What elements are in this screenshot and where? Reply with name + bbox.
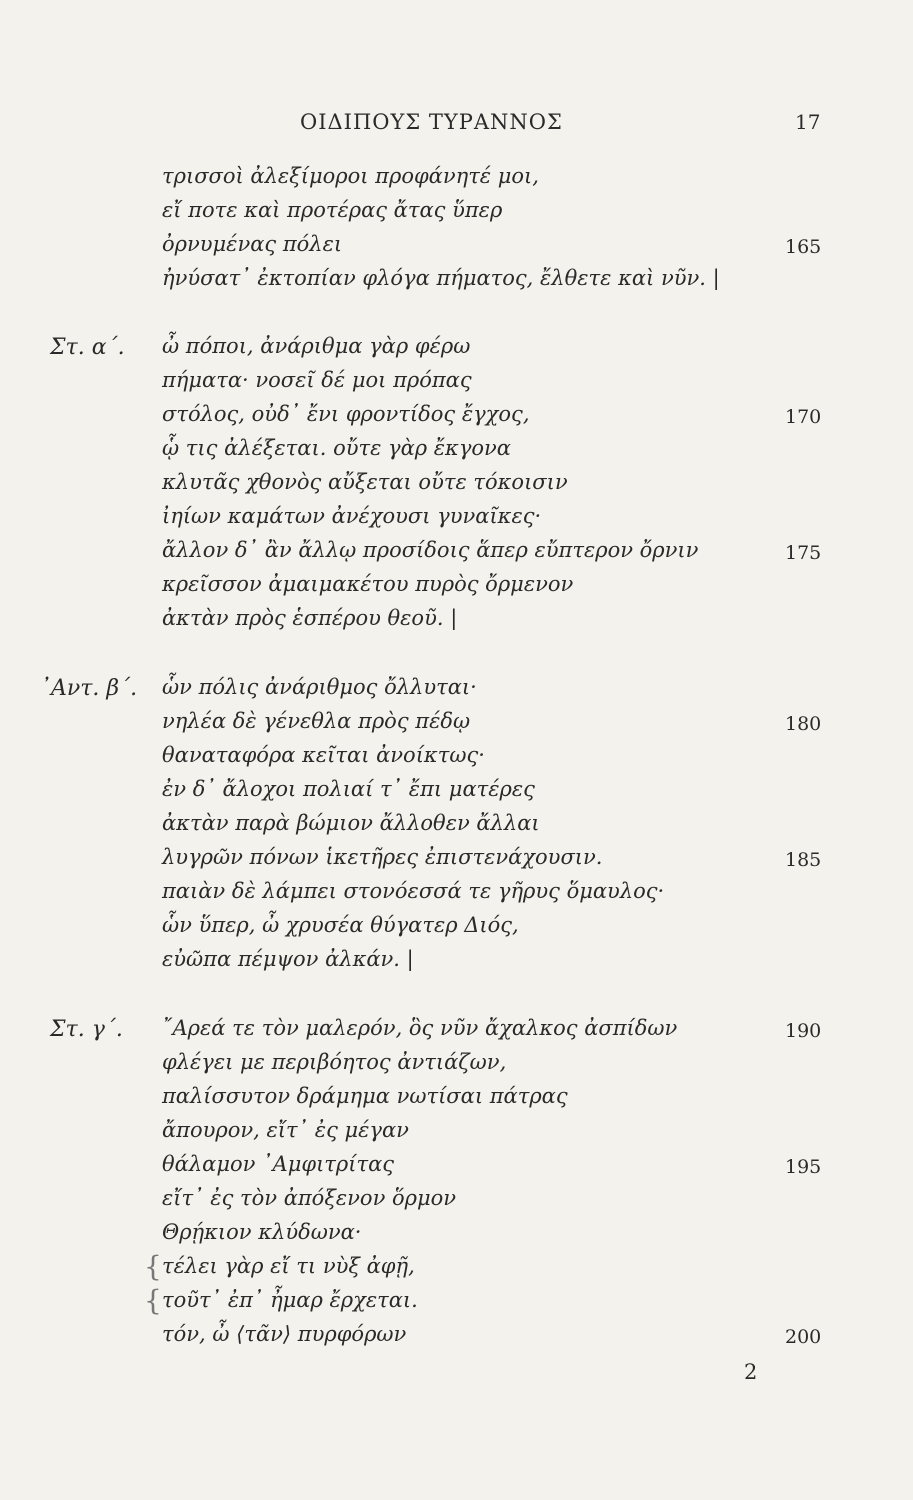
verse-line: παιὰν δὲ λάμπει στονόεσσά τε γῆρυς ὅμαυλος· bbox=[162, 879, 665, 903]
verse-line: παλίσσυτον δράμημα νωτίσαι πάτρας bbox=[162, 1084, 568, 1108]
line-number: 200 bbox=[785, 1326, 822, 1348]
strophe-label: Στ. γ΄. bbox=[50, 1017, 123, 1042]
verse-line: ἠνύσατ᾿ ἐκτοπίαν φλόγα πήματος, ἔλθετε καὶ νῦν. | bbox=[162, 266, 720, 290]
verse-line: φλέγει με περιβόητος ἀντιάζων, bbox=[162, 1050, 507, 1074]
verse-line: ἀκτὰν πρὸς ἑσπέρου θεοῦ. | bbox=[162, 606, 458, 630]
verse-line: εὐῶπα πέμψον ἀλκάν. | bbox=[162, 947, 414, 971]
verse-line: ἰηίων καμάτων ἀνέχουσι γυναῖκες· bbox=[162, 504, 542, 528]
page-number: 17 bbox=[795, 110, 821, 134]
verse-line: ὦ πόποι, ἀνάριθμα γὰρ φέρω bbox=[162, 334, 471, 358]
signature-mark: 2 bbox=[744, 1360, 758, 1384]
brace-mark: { bbox=[144, 1250, 162, 1283]
verse-line: πήματα· νοσεῖ δέ μοι πρόπας bbox=[162, 368, 472, 392]
running-title: ΟΙΔΙΠΟΥΣ ΤΥΡΑΝΝΟΣ bbox=[300, 110, 563, 134]
verse-line: τρισσοὶ ἀλεξίμοροι προφάνητέ μοι, bbox=[162, 164, 539, 188]
verse-line: νηλέα δὲ γένεθλα πρὸς πέδῳ bbox=[162, 709, 471, 733]
verse-line: εἴ ποτε καὶ προτέρας ἄτας ὕπερ bbox=[162, 198, 503, 222]
verse-line: λυγρῶν πόνων ἱκετῆρες ἐπιστενάχουσιν. bbox=[162, 845, 603, 869]
line-number: 190 bbox=[785, 1020, 822, 1042]
verse-line: ᾧ τις ἀλέξεται. οὔτε γὰρ ἔκγονα bbox=[162, 436, 511, 460]
verse-line: τόν, ὦ ⟨τᾶν⟩ πυρφόρων bbox=[162, 1322, 407, 1346]
verse-line: ἄπουρον, εἴτ᾿ ἐς μέγαν bbox=[162, 1118, 409, 1142]
brace-mark: { bbox=[144, 1284, 162, 1317]
verse-line: εἴτ᾿ ἐς τὸν ἀπόξενον ὅρμον bbox=[162, 1186, 457, 1210]
verse-line: ὧν πόλις ἀνάριθμος ὄλλυται· bbox=[162, 675, 477, 699]
verse-line: ὧν ὕπερ, ὦ χρυσέα θύγατερ Διός, bbox=[162, 913, 519, 937]
verse-line: κλυτᾶς χθονὸς αὔξεται οὔτε τόκοισιν bbox=[162, 470, 568, 494]
verse-line: στόλος, οὐδ᾿ ἔνι φροντίδος ἔγχος, bbox=[162, 402, 530, 426]
line-number: 195 bbox=[785, 1156, 822, 1178]
antistrophe-label: ᾿Αντ. β΄. bbox=[40, 676, 138, 701]
line-number: 185 bbox=[785, 849, 822, 871]
line-number: 175 bbox=[785, 542, 822, 564]
strophe-label: Στ. α΄. bbox=[50, 335, 125, 360]
verse-line: θάλαμον ᾿Αμφιτρίτας bbox=[162, 1152, 395, 1176]
verse-line: κρεῖσσον ἀμαιμακέτου πυρὸς ὄρμενον bbox=[162, 572, 574, 596]
verse-line: ἐν δ᾿ ἄλοχοι πολιαί τ᾿ ἔπι ματέρες bbox=[162, 777, 535, 801]
verse-line: Θρῄκιον κλύδωνα· bbox=[162, 1220, 362, 1244]
line-number: 170 bbox=[785, 406, 822, 428]
verse-line: ἄλλον δ᾿ ἂν ἄλλῳ προσίδοις ἅπερ εὔπτερον ὄρνιν bbox=[162, 538, 699, 562]
verse-line: ἀκτὰν παρὰ βώμιον ἄλλοθεν ἄλλαι bbox=[162, 811, 540, 835]
verse-line: τοῦτ᾿ ἐπ᾿ ἦμαρ ἔρχεται. bbox=[162, 1288, 418, 1312]
verse-line: ῎Αρεά τε τὸν μαλερόν, ὃς νῦν ἄχαλκος ἀσπίδων bbox=[162, 1016, 678, 1040]
line-number: 180 bbox=[785, 713, 822, 735]
line-number: 165 bbox=[785, 236, 822, 258]
verse-line: τέλει γὰρ εἴ τι νὺξ ἀφῇ, bbox=[162, 1254, 415, 1278]
verse-line: ὀρνυμένας πόλει bbox=[162, 232, 343, 256]
verse-line: θαναταφόρα κεῖται ἀνοίκτως· bbox=[162, 743, 485, 767]
